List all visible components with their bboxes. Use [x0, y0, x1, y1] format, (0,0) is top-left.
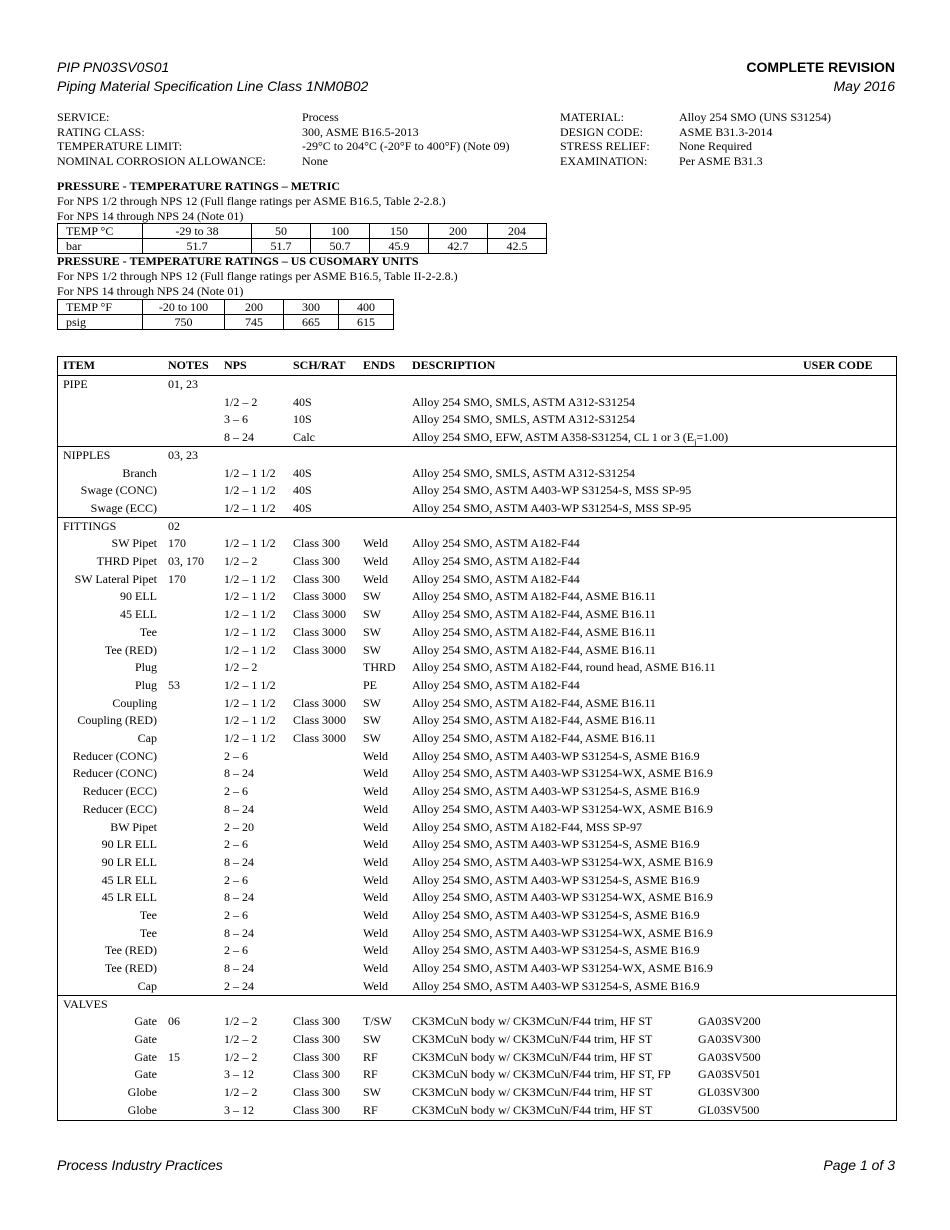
cell-ends: Weld	[363, 943, 389, 958]
cell-nps: 1/2 – 1 1/2	[224, 589, 276, 604]
cell-desc: Alloy 254 SMO, ASTM A182-F44	[412, 677, 580, 692]
rating-cell: 400	[339, 300, 394, 315]
cell-item: Tee (RED)	[104, 943, 157, 958]
cell-nps: 1/2 – 1 1/2	[224, 571, 276, 586]
info-row	[560, 139, 900, 154]
cell-ends: Weld	[363, 748, 389, 763]
rating-cell: 45.9	[370, 239, 429, 254]
info-value: ASME B31.3-2014	[679, 124, 773, 139]
cell-desc: Alloy 254 SMO, ASTM A403-WP S31254-S, MSS SP-95	[412, 500, 692, 515]
rating-row	[58, 224, 547, 239]
cell-item: Swage (CONC)	[80, 483, 157, 498]
info-row	[560, 110, 900, 125]
cell-ends: Weld	[363, 872, 389, 887]
cell-desc: Alloy 254 SMO, ASTM A182-F44	[412, 536, 580, 551]
cell-ends: SW	[363, 1031, 381, 1046]
cell-desc: Alloy 254 SMO, ASTM A182-F44, ASME B16.11	[412, 642, 656, 657]
cell-ends: RF	[363, 1102, 378, 1117]
section-name: FITTINGS	[63, 518, 117, 533]
cell-notes: 06	[168, 1014, 180, 1029]
cell-nps: 8 – 24	[224, 854, 254, 869]
cell-desc: Alloy 254 SMO, ASTM A182-F44, round head, ASME B16.11	[412, 660, 716, 675]
cell-item: THRD Pipet	[96, 554, 157, 568]
cell-nps: 8 – 24	[224, 961, 254, 976]
cell-item: Branch	[122, 465, 157, 480]
info-label: EXAMINATION:	[560, 153, 648, 168]
cell-desc: Alloy 254 SMO, ASTM A403-WP S31254-S, MSS SP-95	[412, 483, 692, 498]
cell-nps: 2 – 6	[224, 908, 248, 922]
cell-nps: 2 – 20	[224, 819, 254, 834]
cell-item: Cap	[137, 731, 157, 745]
rating-cell: 200	[429, 224, 488, 239]
cell-code: GA03SV500	[698, 1049, 761, 1064]
us-ratings-table	[57, 299, 394, 330]
cell-item: Cap	[137, 978, 157, 993]
cell-item: BW Pipet	[110, 819, 157, 834]
cell-item: SW Lateral Pipet	[74, 571, 157, 586]
cell-nps: 1/2 – 1 1/2	[224, 695, 276, 710]
cell-sch: Class 300	[293, 571, 341, 586]
rating-cell: 204	[488, 224, 547, 239]
cell-ends: SW	[363, 731, 381, 745]
cell-ends: Weld	[363, 978, 389, 993]
us-line-1: For NPS 1/2 through NPS 12 (Full flange ratings per ASME B16.5, Table II-2-2.8.)	[57, 269, 458, 283]
cell-nps: 1/2 – 1 1/2	[224, 713, 276, 728]
cell-nps: 8 – 24	[224, 925, 254, 940]
cell-desc: Alloy 254 SMO, SMLS, ASTM A312-S31254	[412, 412, 636, 427]
info-value: Per ASME B31.3	[679, 153, 763, 168]
cell-nps: 2 – 6	[224, 837, 248, 852]
cell-item: Plug	[134, 660, 157, 675]
col-notes-header: NOTES	[168, 358, 209, 372]
cell-item: Tee	[139, 908, 157, 922]
doc-title: Piping Material Specification Line Class 1NM0B02	[57, 78, 369, 94]
cell-code: GL03SV500	[698, 1102, 760, 1117]
cell-nps: 1/2 – 1 1/2	[224, 500, 276, 515]
cell-notes: 170	[168, 571, 186, 586]
footer-publisher: Process Industry Practices	[57, 1157, 223, 1173]
cell-sch: 40S	[293, 465, 312, 480]
rating-cell: 100	[311, 224, 370, 239]
cell-desc: Alloy 254 SMO, ASTM A182-F44, ASME B16.11	[412, 624, 656, 639]
cell-item: Tee	[139, 925, 157, 940]
cell-desc: Alloy 254 SMO, ASTM A403-WP S31254-S, ASME B16.9	[412, 908, 700, 922]
cell-desc: Alloy 254 SMO, SMLS, ASTM A312-S31254	[412, 394, 636, 409]
info-value: None	[302, 153, 328, 168]
rating-cell: -20 to 100	[143, 300, 225, 315]
material-spec-table	[57, 356, 897, 1121]
info-row	[560, 125, 900, 140]
rating-cell: 51.7	[252, 239, 311, 254]
cell-item: 90 ELL	[120, 589, 157, 604]
cell-notes: 53	[168, 677, 180, 692]
rating-cell: 665	[284, 315, 339, 330]
rating-row	[58, 239, 547, 254]
metric-title: PRESSURE - TEMPERATURE RATINGS – METRIC	[57, 179, 341, 193]
cell-item: Plug	[134, 677, 157, 692]
cell-sch: Class 3000	[293, 731, 347, 745]
section-name: NIPPLES	[63, 447, 111, 462]
cell-desc: Alloy 254 SMO, ASTM A182-F44, ASME B16.11	[412, 589, 656, 604]
cell-ends: Weld	[363, 890, 389, 905]
rating-cell: 750	[143, 315, 225, 330]
cell-item: Reducer (CONC)	[72, 766, 157, 781]
rating-row	[58, 300, 394, 315]
cell-item: Coupling	[112, 695, 157, 710]
section-notes: 01, 23	[168, 377, 198, 391]
info-value: Alloy 254 SMO (UNS S31254)	[679, 110, 832, 124]
cell-nps: 8 – 24	[224, 801, 254, 816]
cell-item: 45 LR ELL	[101, 872, 157, 887]
cell-sch: Class 3000	[293, 607, 347, 622]
cell-ends: Weld	[363, 536, 389, 551]
cell-sch: Class 300	[293, 1014, 341, 1029]
cell-ends: SW	[363, 624, 381, 639]
cell-sch: 40S	[293, 394, 312, 409]
rating-cell: -29 to 38	[143, 224, 252, 239]
cell-desc: Alloy 254 SMO, ASTM A182-F44	[412, 554, 580, 568]
cell-nps: 8 – 24	[224, 890, 254, 905]
col-item-header: ITEM	[63, 358, 96, 372]
col-sch-header: SCH/RAT	[293, 358, 346, 372]
cell-ends: SW	[363, 589, 381, 604]
cell-ends: RF	[363, 1067, 378, 1082]
cell-nps: 1/2 – 1 1/2	[224, 607, 276, 622]
cell-desc: CK3MCuN body w/ CK3MCuN/F44 trim, HF ST	[412, 1102, 653, 1117]
cell-sch: Class 300	[293, 1102, 341, 1117]
cell-desc: Alloy 254 SMO, ASTM A182-F44, ASME B16.11	[412, 607, 656, 622]
cell-sch: Class 300	[293, 1031, 341, 1046]
rating-cell: TEMP °C	[58, 224, 143, 239]
doc-id: PIP PN03SV0S01	[57, 59, 170, 75]
cell-desc: Alloy 254 SMO, ASTM A403-WP S31254-WX, ASME B16.9	[412, 890, 713, 905]
table-header-row	[58, 357, 896, 376]
cell-desc: Alloy 254 SMO, ASTM A403-WP S31254-WX, ASME B16.9	[412, 925, 713, 940]
info-label: STRESS RELIEF:	[560, 139, 650, 154]
cell-nps: 1/2 – 1 1/2	[224, 536, 276, 551]
cell-item: Coupling (RED)	[77, 713, 157, 728]
cell-item: Gate	[134, 1049, 157, 1064]
rating-row	[58, 315, 394, 330]
cell-nps: 1/2 – 2	[224, 1031, 258, 1046]
col-nps-header: NPS	[224, 358, 247, 372]
cell-item: Tee (RED)	[104, 961, 157, 976]
cell-nps: 8 – 24	[224, 766, 254, 781]
info-value: -29°C to 204°C (-20°F to 400°F) (Note 09)	[302, 139, 510, 154]
cell-desc: Alloy 254 SMO, ASTM A403-WP S31254-WX, ASME B16.9	[412, 801, 713, 816]
cell-item: Gate	[134, 1031, 157, 1046]
cell-sch: Class 3000	[293, 624, 347, 639]
cell-ends: T/SW	[363, 1014, 392, 1029]
cell-ends: SW	[363, 642, 381, 657]
cell-desc: Alloy 254 SMO, ASTM A403-WP S31254-S, ASME B16.9	[412, 872, 700, 887]
cell-desc: CK3MCuN body w/ CK3MCuN/F44 trim, HF ST, FP	[412, 1067, 671, 1082]
cell-notes: 15	[168, 1049, 180, 1064]
cell-item: 45 LR ELL	[101, 890, 157, 905]
info-value: 300, ASME B16.5-2013	[302, 124, 419, 139]
cell-ends: Weld	[363, 908, 389, 922]
cell-desc: CK3MCuN body w/ CK3MCuN/F44 trim, HF ST	[412, 1014, 653, 1029]
info-label: DESIGN CODE:	[560, 124, 643, 139]
document-header-right	[746, 58, 895, 96]
cell-ends: Weld	[363, 801, 389, 816]
cell-desc: Alloy 254 SMO, ASTM A403-WP S31254-WX, ASME B16.9	[412, 766, 713, 781]
info-row	[57, 110, 537, 125]
metric-line-2: For NPS 14 through NPS 24 (Note 01)	[57, 209, 244, 223]
cell-nps: 1/2 – 2	[224, 554, 258, 568]
cell-desc: Alloy 254 SMO, ASTM A182-F44	[412, 571, 580, 586]
cell-nps: 1/2 – 1 1/2	[224, 642, 276, 657]
cell-desc: Alloy 254 SMO, ASTM A403-WP S31254-S, ASME B16.9	[412, 943, 700, 958]
cell-desc: Alloy 254 SMO, ASTM A403-WP S31254-S, ASME B16.9	[412, 837, 700, 852]
cell-item: Gate	[134, 1067, 157, 1082]
info-right	[560, 110, 900, 168]
cell-sch: Class 300	[293, 1049, 341, 1064]
cell-sch: Class 3000	[293, 695, 347, 710]
cell-nps: 2 – 24	[224, 978, 254, 993]
cell-desc: Alloy 254 SMO, ASTM A403-WP S31254-S, ASME B16.9	[412, 748, 700, 763]
col-ends-header: ENDS	[363, 358, 396, 372]
rating-cell: psig	[58, 315, 143, 330]
cell-sch: Class 3000	[293, 642, 347, 657]
cell-desc: Alloy 254 SMO, ASTM A182-F44, MSS SP-97	[412, 819, 643, 834]
cell-nps: 1/2 – 1 1/2	[224, 624, 276, 639]
info-label: TEMPERATURE LIMIT:	[57, 139, 183, 154]
cell-sch: Class 300	[293, 1085, 341, 1099]
cell-item: 45 ELL	[120, 607, 157, 622]
cell-desc: Alloy 254 SMO, ASTM A182-F44, ASME B16.11	[412, 713, 656, 728]
info-label: SERVICE:	[57, 110, 110, 124]
info-value: Process	[302, 110, 339, 124]
info-row	[57, 154, 537, 169]
cell-nps: 1/2 – 1 1/2	[224, 731, 276, 745]
cell-desc: Alloy 254 SMO, ASTM A403-WP S31254-WX, ASME B16.9	[412, 854, 713, 869]
cell-sch: Class 300	[293, 1067, 341, 1082]
cell-ends: Weld	[363, 961, 389, 976]
rating-cell: TEMP °F	[58, 300, 143, 315]
cell-desc: CK3MCuN body w/ CK3MCuN/F44 trim, HF ST	[412, 1085, 653, 1099]
cell-desc: Alloy 254 SMO, ASTM A403-WP S31254-WX, ASME B16.9	[412, 961, 713, 976]
info-left	[57, 110, 537, 168]
cell-item: Tee	[139, 624, 157, 639]
cell-sch: Calc	[293, 430, 315, 445]
cell-ends: Weld	[363, 554, 389, 568]
cell-nps: 3 – 6	[224, 412, 248, 427]
info-label: RATING CLASS:	[57, 124, 145, 139]
cell-nps: 3 – 12	[224, 1102, 254, 1117]
section-notes: 03, 23	[168, 447, 198, 462]
cell-ends: Weld	[363, 766, 389, 781]
cell-desc: Alloy 254 SMO, ASTM A182-F44, ASME B16.11	[412, 695, 656, 710]
rating-cell: 42.7	[429, 239, 488, 254]
rating-cell: 50.7	[311, 239, 370, 254]
cell-sch: Class 300	[293, 536, 341, 551]
cell-desc: CK3MCuN body w/ CK3MCuN/F44 trim, HF ST	[412, 1049, 653, 1064]
cell-ends: THRD	[363, 660, 396, 675]
cell-code: GA03SV300	[698, 1031, 761, 1046]
section-notes: 02	[168, 518, 180, 533]
cell-nps: 1/2 – 1 1/2	[224, 677, 276, 692]
col-desc-header: DESCRIPTION	[412, 358, 496, 372]
cell-item: Globe	[127, 1102, 157, 1117]
info-row	[57, 125, 537, 140]
cell-item: Globe	[127, 1085, 157, 1099]
revision-label: COMPLETE REVISION	[746, 59, 895, 75]
cell-ends: SW	[363, 607, 381, 622]
cell-desc: Alloy 254 SMO, EFW, ASTM A358-S31254, CL 1 or 3 $(E_j=1.00)$	[412, 430, 729, 447]
cell-sch: Class 300	[293, 554, 341, 568]
cell-nps: 2 – 6	[224, 872, 248, 887]
cell-item: 90 LR ELL	[101, 837, 157, 852]
cell-nps: 1/2 – 2	[224, 1049, 258, 1064]
cell-desc: Alloy 254 SMO, ASTM A403-WP S31254-S, ASME B16.9	[412, 978, 700, 993]
rating-cell: 50	[252, 224, 311, 239]
cell-nps: 3 – 12	[224, 1067, 254, 1082]
cell-item: Swage (ECC)	[90, 500, 157, 515]
cell-ends: SW	[363, 1085, 381, 1099]
us-title: PRESSURE - TEMPERATURE RATINGS – US CUSOMARY UNITS	[57, 254, 419, 268]
rating-cell: 200	[225, 300, 284, 315]
cell-code: GA03SV501	[698, 1067, 761, 1082]
cell-item: SW Pipet	[111, 536, 157, 551]
info-label: NOMINAL CORROSION ALLOWANCE:	[57, 153, 266, 168]
footer-page-number: Page 1 of 3	[823, 1157, 895, 1173]
cell-desc: CK3MCuN body w/ CK3MCuN/F44 trim, HF ST	[412, 1031, 653, 1046]
revision-date: May 2016	[833, 78, 895, 94]
cell-nps: 1/2 – 2	[224, 1014, 258, 1029]
cell-nps: 2 – 6	[224, 784, 248, 799]
rating-cell: 745	[225, 315, 284, 330]
info-row	[560, 154, 900, 169]
cell-notes: 03, 170	[168, 554, 204, 568]
cell-sch: Class 3000	[293, 589, 347, 604]
cell-ends: RF	[363, 1049, 378, 1064]
cell-item: Reducer (CONC)	[72, 748, 157, 763]
cell-ends: SW	[363, 713, 381, 728]
rating-cell: 42.5	[488, 239, 547, 254]
col-user-code-header: USER CODE	[803, 358, 873, 372]
cell-nps: 1/2 – 1 1/2	[224, 465, 276, 480]
document-header	[57, 58, 368, 96]
rating-cell: 51.7	[143, 239, 252, 254]
cell-ends: Weld	[363, 854, 389, 869]
cell-desc: Alloy 254 SMO, ASTM A403-WP S31254-S, ASME B16.9	[412, 784, 700, 799]
cell-nps: 2 – 6	[224, 943, 248, 958]
cell-desc: Alloy 254 SMO, ASTM A182-F44, ASME B16.11	[412, 731, 656, 745]
info-row	[57, 139, 537, 154]
cell-item: Reducer (ECC)	[82, 801, 157, 816]
cell-item: Reducer (ECC)	[82, 784, 157, 799]
info-label: MATERIAL:	[560, 110, 624, 124]
cell-ends: SW	[363, 695, 381, 710]
cell-item: 90 LR ELL	[101, 854, 157, 869]
cell-nps: 1/2 – 2	[224, 660, 258, 675]
cell-item: Tee (RED)	[104, 642, 157, 657]
cell-notes: 170	[168, 536, 186, 551]
cell-nps: 1/2 – 1 1/2	[224, 483, 276, 498]
cell-ends: Weld	[363, 571, 389, 586]
cell-ends: Weld	[363, 819, 389, 834]
cell-nps: 1/2 – 2	[224, 394, 258, 409]
metric-line-1: For NPS 1/2 through NPS 12 (Full flange ratings per ASME B16.5, Table 2-2.8.)	[57, 194, 446, 208]
cell-sch: 10S	[293, 412, 312, 427]
cell-nps: 8 – 24	[224, 430, 254, 445]
us-line-2: For NPS 14 through NPS 24 (Note 01)	[57, 284, 244, 298]
cell-ends: PE	[363, 677, 378, 692]
cell-desc: Alloy 254 SMO, SMLS, ASTM A312-S31254	[412, 465, 636, 480]
section-name: VALVES	[63, 996, 108, 1011]
cell-sch: Class 3000	[293, 713, 347, 728]
cell-nps: 1/2 – 2	[224, 1085, 258, 1099]
cell-code: GA03SV200	[698, 1014, 761, 1029]
cell-nps: 2 – 6	[224, 748, 248, 763]
cell-ends: Weld	[363, 837, 389, 852]
rating-cell: 150	[370, 224, 429, 239]
metric-ratings-table	[57, 223, 547, 254]
cell-sch: 40S	[293, 500, 312, 515]
rating-cell: 615	[339, 315, 394, 330]
rating-cell: 300	[284, 300, 339, 315]
cell-item: Gate	[134, 1014, 157, 1029]
rating-cell: bar	[58, 239, 143, 254]
info-value: None Required	[679, 139, 752, 154]
cell-sch: 40S	[293, 483, 312, 498]
cell-ends: Weld	[363, 925, 389, 940]
section-name: PIPE	[63, 377, 88, 391]
cell-code: GL03SV300	[698, 1085, 760, 1099]
cell-ends: Weld	[363, 784, 389, 799]
